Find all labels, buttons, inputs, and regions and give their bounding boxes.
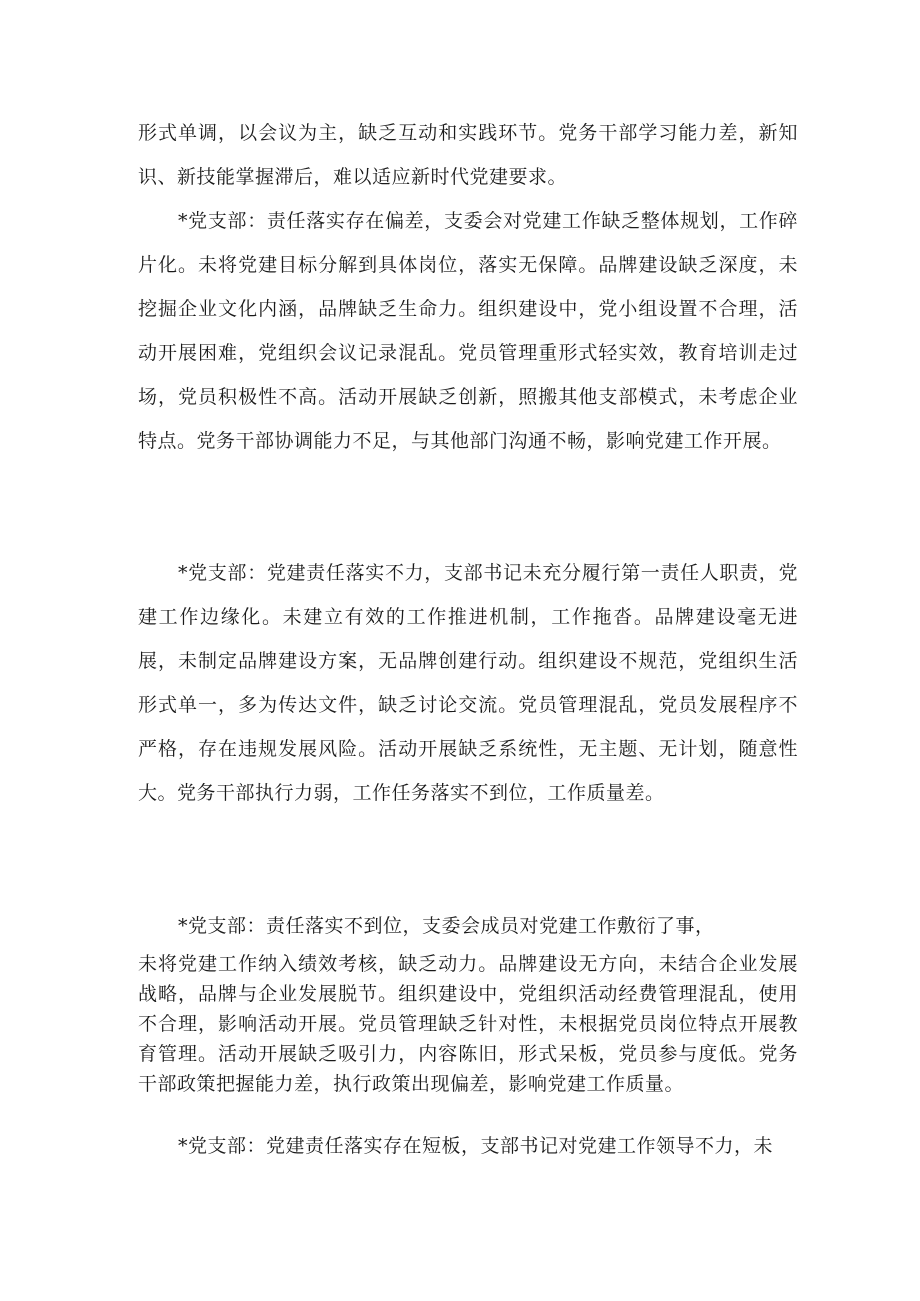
paragraph-3: *党支部：党建责任落实不力，支部书记未充分履行第一责任人职责，党建工作边缘化。未建立有效的工作推进机制，工作拖沓。品牌建设毫无进展，未制定品牌建设方案，无品牌创建行动。组织建设不规范，党组织生活形式单一，多为传达文件，缺乏讨论交流。党员管理混乱，党员发展程序不严格，存在违规发展风险。活动开展缺乏系统性，无主题、无计划，随意性大。党务干部执行力弱，工作任务落实不到位，工作质量差。 (138, 562, 798, 804)
paragraph-5: 未将党建工作纳入绩效考核，缺乏动力。品牌建设无方向，未结合企业发展战略，品牌与企业发展脱节。组织建设中，党组织活动经费管理混乱，使用不合理，影响活动开展。党员管理缺乏针对性，未根据党员岗位特点开展教育管理。活动开展缺乏吸引力，内容陈旧，形式呆板，党员参与度低。党务干部政策把握能力差，执行政策出现偏差，影响党建工作质量。 (138, 953, 798, 1095)
paragraph-4: *党支部：责任落实不到位，支委会成员对党建工作敷衍了事， (178, 915, 715, 937)
paragraph-2: *党支部：责任落实存在偏差，支委会对党建工作缺乏整体规划，工作碎片化。未将党建目标分解到具体岗位，落实无保障。品牌建设缺乏深度，未挖掘企业文化内涵，品牌缺乏生命力。组织建设中，党小组设置不合理，活动开展困难，党组织会议记录混乱。党员管理重形式轻实效，教育培训走过场，党员积极性不高。活动开展缺乏创新，照搬其他支部模式，未考虑企业特点。党务干部协调能力不足，与其他部门沟通不畅，影响党建工作开展。 (138, 210, 798, 452)
paragraph-1: 形式单调，以会议为主，缺乏互动和实践环节。党务干部学习能力差，新知识、新技能掌握滞后，难以适应新时代党建要求。 (138, 122, 798, 188)
paragraph-6: *党支部：党建责任落实存在短板，支部书记对党建工作领导不力，未 (178, 1135, 774, 1157)
